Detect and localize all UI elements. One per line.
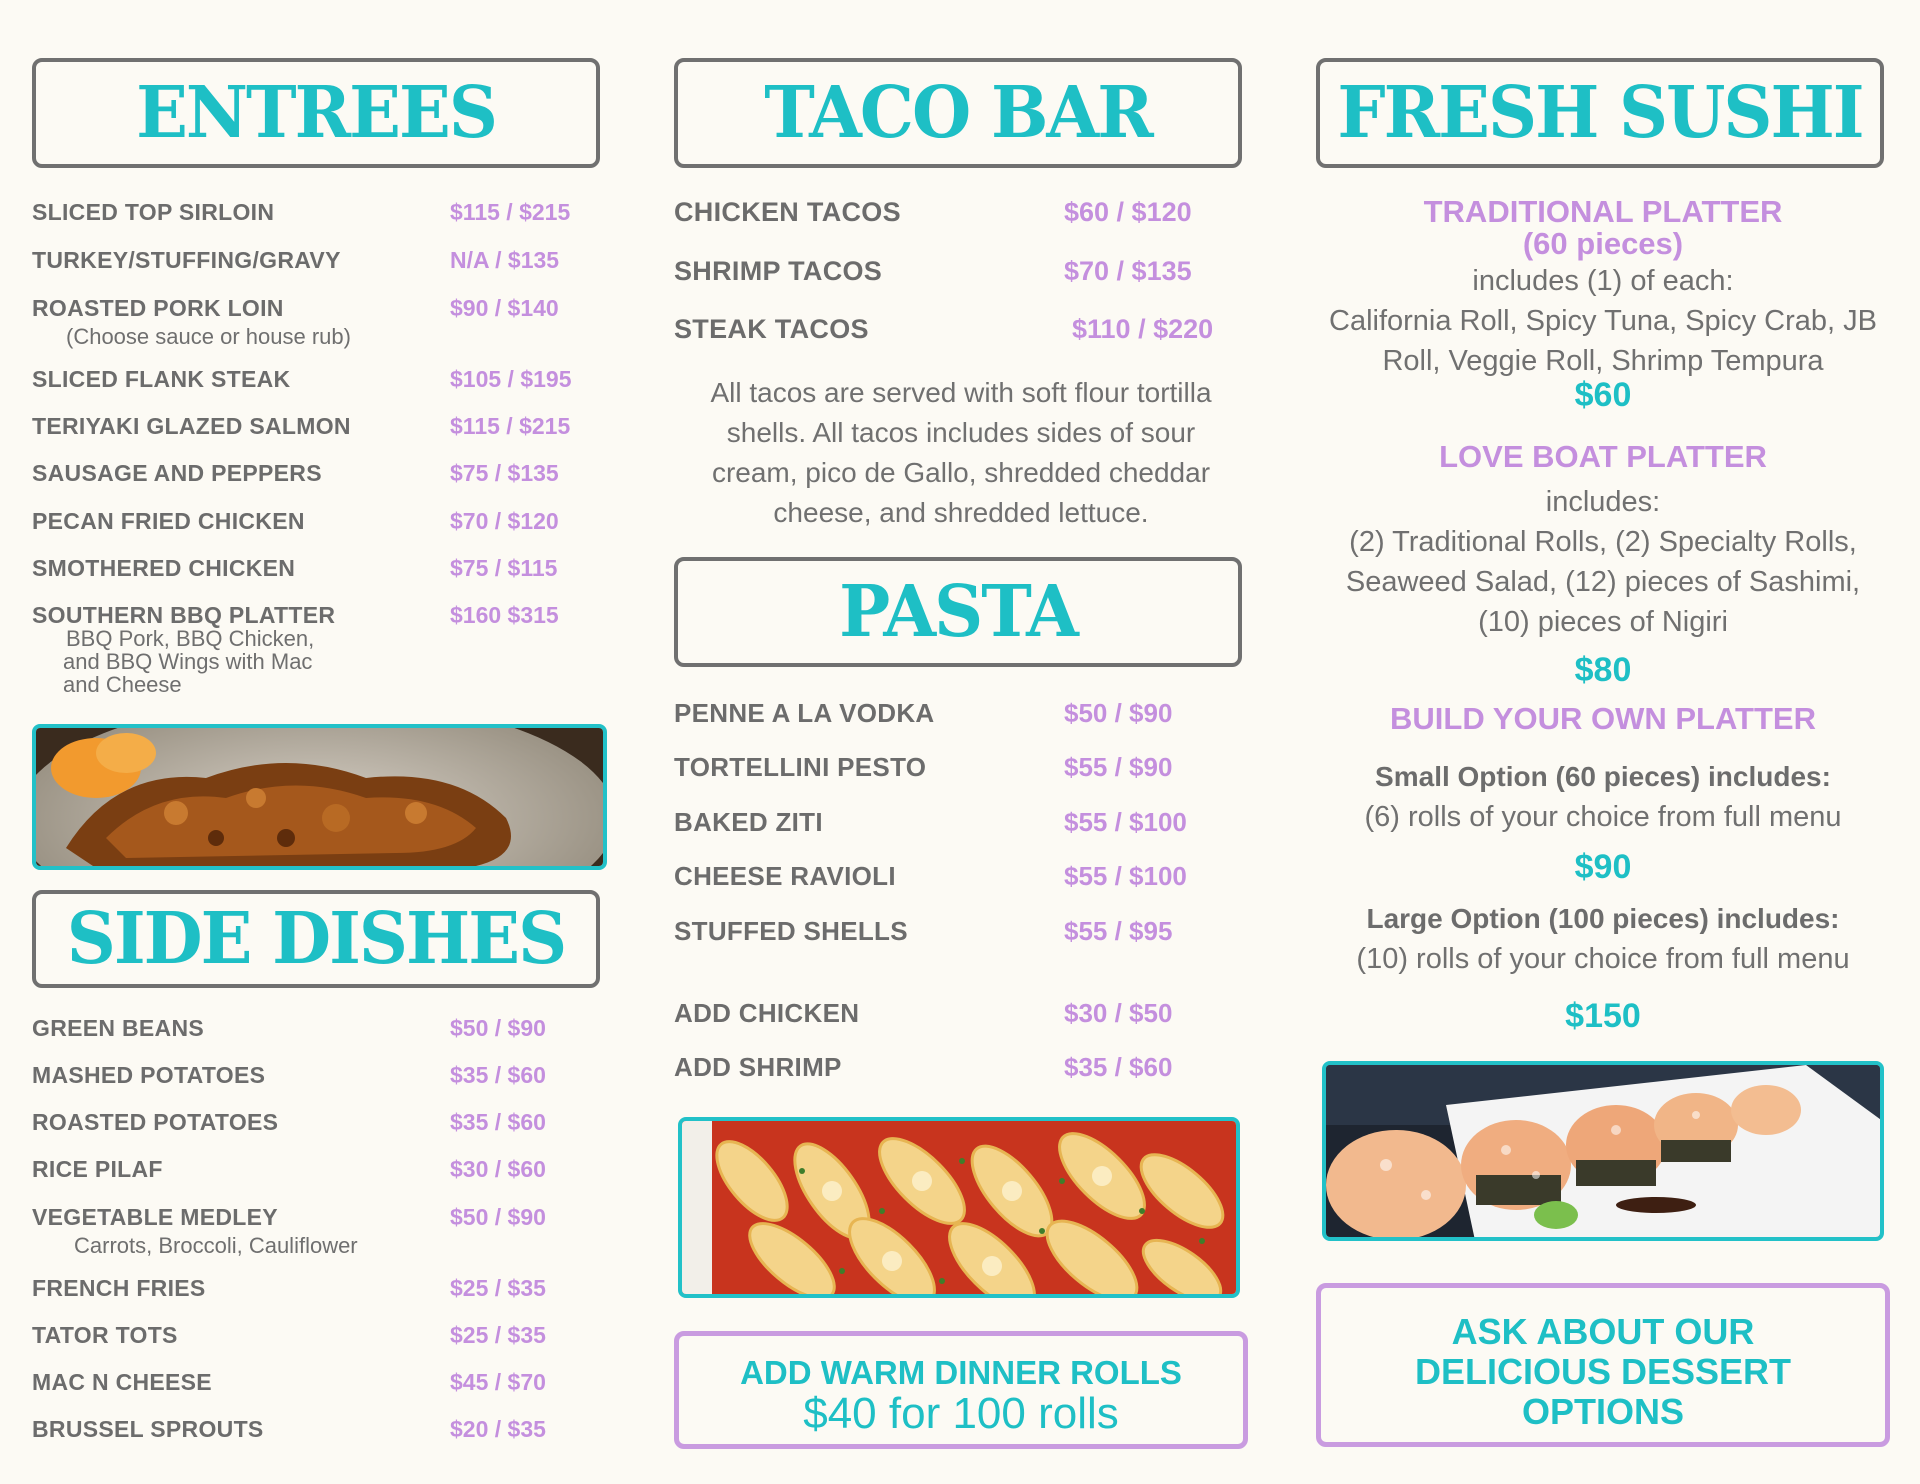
taco-bar-title: TACO BAR bbox=[764, 71, 1152, 155]
love-boat-line: includes: bbox=[1545, 486, 1661, 518]
side_dishes-item-name: FRENCH FRIES bbox=[32, 1275, 206, 1301]
pasta-item-name: STUFFED SHELLS bbox=[674, 916, 908, 946]
side_dishes-item-price: $50 / $90 bbox=[450, 1015, 546, 1041]
side_dishes-item-price: $45 / $70 bbox=[450, 1369, 546, 1395]
build-platter-title: BUILD YOUR OWN PLATTER bbox=[1390, 701, 1816, 736]
entrees-header bbox=[32, 58, 600, 168]
traditional-platter-desc bbox=[1316, 261, 1890, 381]
entrees-item-name: SLICED FLANK STEAK bbox=[32, 366, 291, 392]
large-option-heading: Large Option (100 pieces) includes: bbox=[1366, 903, 1840, 934]
love-boat-price: $80 bbox=[1574, 651, 1632, 689]
side_dishes-item-name: TATOR TOTS bbox=[32, 1322, 178, 1348]
small-option-price: $90 bbox=[1574, 848, 1632, 886]
entrees-title: ENTREES bbox=[136, 71, 496, 155]
entrees-item-subtitle: BBQ Pork, BBQ Chicken, bbox=[66, 626, 315, 651]
taco-note-line: cream, pico de Gallo, shredded cheddar bbox=[711, 457, 1211, 488]
dessert-text bbox=[1321, 1312, 1885, 1432]
entrees-item-name: PECAN FRIED CHICKEN bbox=[32, 508, 305, 534]
stuffed-shells-image bbox=[682, 1121, 1240, 1298]
sushi-column bbox=[1316, 0, 1890, 1484]
entrees-item-name: SMOTHERED CHICKEN bbox=[32, 555, 296, 581]
side_dishes-item-price: $50 / $90 bbox=[450, 1204, 546, 1230]
dessert-line: ASK ABOUT OUR bbox=[1451, 1311, 1755, 1352]
traditional-platter-name: TRADITIONAL PLATTER bbox=[1423, 194, 1783, 229]
small-option-heading: Small Option (60 pieces) includes: bbox=[1375, 761, 1831, 792]
taco_bar-item-price: $60 / $120 bbox=[1064, 197, 1192, 227]
taco_bar-item-price: $70 / $135 bbox=[1064, 256, 1192, 286]
dessert-line: OPTIONS bbox=[1521, 1391, 1685, 1432]
entrees-item-subtitle: (Choose sauce or house rub) bbox=[66, 324, 351, 349]
taco-bar-header bbox=[674, 58, 1242, 168]
side_dishes-item-price: $30 / $60 bbox=[450, 1156, 546, 1182]
side_dishes-item-name: GREEN BEANS bbox=[32, 1015, 204, 1041]
side_dishes-item-price: $25 / $35 bbox=[450, 1322, 546, 1348]
pasta-item-name: PENNE A LA VODKA bbox=[674, 698, 935, 728]
pasta-item-name: TORTELLINI PESTO bbox=[674, 752, 927, 782]
traditional-platter-line: California Roll, Spicy Tuna, Spicy Crab, JB bbox=[1329, 305, 1877, 337]
love-boat-title: LOVE BOAT PLATTER bbox=[1439, 439, 1767, 474]
taco_bar-item-price: $110 / $220 bbox=[1072, 314, 1214, 344]
side_dishes-item-name: MASHED POTATOES bbox=[32, 1062, 266, 1088]
side_dishes-item-name: MAC N CHEESE bbox=[32, 1369, 212, 1395]
pasta-item-price: $50 / $90 bbox=[1064, 698, 1173, 728]
pasta-item-price: $55 / $100 bbox=[1064, 807, 1187, 837]
pasta-item-price: $55 / $90 bbox=[1064, 752, 1173, 782]
entrees-item-price: $115 / $215 bbox=[450, 199, 571, 225]
pasta-item-price: $55 / $100 bbox=[1064, 861, 1187, 891]
entrees-item-price: $75 / $135 bbox=[450, 460, 559, 486]
pasta-item-price: $55 / $95 bbox=[1064, 916, 1173, 946]
traditional-platter-title bbox=[1316, 196, 1890, 260]
love-boat-line: (2) Traditional Rolls, (2) Specialty Rolls, bbox=[1349, 526, 1857, 558]
taco-note-line: shells. All tacos includes sides of sour bbox=[726, 417, 1196, 448]
entrees-item-name: SLICED TOP SIRLOIN bbox=[32, 199, 275, 225]
side_dishes-item-name: ROASTED POTATOES bbox=[32, 1109, 279, 1135]
traditional-platter-line: includes (1) of each: bbox=[1472, 265, 1734, 297]
dinner-rolls-price: $40 for 100 rolls bbox=[803, 1389, 1119, 1438]
pasta-item-name: ADD CHICKEN bbox=[674, 998, 860, 1028]
large-option-desc: (10) rolls of your choice from full menu bbox=[1356, 943, 1850, 975]
taco-note-line: cheese, and shredded lettuce. bbox=[773, 497, 1149, 528]
taco-note-line: All tacos are served with soft flour tortilla bbox=[710, 377, 1212, 408]
entrees-item-name: SAUSAGE AND PEPPERS bbox=[32, 460, 322, 486]
entrees-item-name: TURKEY/STUFFING/GRAVY bbox=[32, 247, 341, 273]
side_dishes-item-price: $25 / $35 bbox=[450, 1275, 546, 1301]
side_dishes-item-name: BRUSSEL SPROUTS bbox=[32, 1416, 264, 1442]
pasta-item-name: BAKED ZITI bbox=[674, 807, 823, 837]
traditional-platter-price: $60 bbox=[1574, 376, 1632, 414]
entrees-item-price: $70 / $120 bbox=[450, 508, 559, 534]
side-dishes-header bbox=[32, 890, 600, 988]
sushi-photo bbox=[1322, 1061, 1884, 1241]
large-option-price: $150 bbox=[1565, 997, 1641, 1035]
side_dishes-item-name: VEGETABLE MEDLEY bbox=[32, 1204, 278, 1230]
entrees-column bbox=[32, 0, 606, 1484]
taco_bar-item-name: CHICKEN TACOS bbox=[674, 197, 901, 227]
entrees-item-subtitle: and Cheese bbox=[63, 672, 182, 697]
taco_bar-item-name: SHRIMP TACOS bbox=[674, 256, 883, 286]
side_dishes-item-price: $35 / $60 bbox=[450, 1109, 546, 1135]
fried-chicken-image bbox=[36, 728, 607, 870]
pasta-item-name: ADD SHRIMP bbox=[674, 1052, 842, 1082]
entrees-item-name: SOUTHERN BBQ PLATTER bbox=[32, 602, 336, 628]
side_dishes-item-subtitle: Carrots, Broccoli, Cauliflower bbox=[74, 1233, 358, 1258]
entrees-item-price: $75 / $115 bbox=[450, 555, 558, 581]
sushi-rolls-image bbox=[1326, 1065, 1884, 1241]
entrees-item-price: N/A / $135 bbox=[450, 247, 560, 273]
pasta-item-name: CHEESE RAVIOLI bbox=[674, 861, 896, 891]
dessert-box bbox=[1316, 1283, 1890, 1447]
taco-pasta-column bbox=[674, 0, 1248, 1484]
love-boat-line: Seaweed Salad, (12) pieces of Sashimi, bbox=[1345, 566, 1861, 598]
traditional-platter-pieces: (60 pieces) bbox=[1522, 226, 1684, 261]
taco-note bbox=[674, 373, 1248, 533]
pasta-item-price: $30 / $50 bbox=[1064, 998, 1173, 1028]
entrees-item-name: ROASTED PORK LOIN bbox=[32, 295, 284, 321]
pasta-item-price: $35 / $60 bbox=[1064, 1052, 1173, 1082]
traditional-platter-line: Roll, Veggie Roll, Shrimp Tempura bbox=[1382, 345, 1824, 377]
dinner-rolls-title: ADD WARM DINNER ROLLS bbox=[740, 1354, 1182, 1391]
small-option-desc: (6) rolls of your choice from full menu bbox=[1364, 801, 1842, 833]
entrees-item-price: $105 / $195 bbox=[450, 366, 572, 392]
pasta-header bbox=[674, 557, 1242, 667]
fresh-sushi-header bbox=[1316, 58, 1884, 168]
love-boat-desc bbox=[1316, 482, 1890, 642]
fried-chicken-photo bbox=[32, 724, 607, 870]
entrees-item-price: $90 / $140 bbox=[450, 295, 559, 321]
side_dishes-item-price: $35 / $60 bbox=[450, 1062, 546, 1088]
dessert-line: DELICIOUS DESSERT bbox=[1414, 1351, 1792, 1392]
taco_bar-item-name: STEAK TACOS bbox=[674, 314, 869, 344]
side-dishes-title: SIDE DISHES bbox=[66, 897, 566, 981]
dinner-rolls-box bbox=[674, 1331, 1248, 1449]
fresh-sushi-title: FRESH SUSHI bbox=[1337, 71, 1863, 155]
side_dishes-item-price: $20 / $35 bbox=[450, 1416, 546, 1442]
entrees-item-price: $160 $315 bbox=[450, 602, 559, 628]
stuffed-shells-photo bbox=[678, 1117, 1240, 1298]
love-boat-line: (10) pieces of Nigiri bbox=[1478, 606, 1728, 638]
pasta-title: PASTA bbox=[839, 570, 1077, 654]
entrees-item-name: TERIYAKI GLAZED SALMON bbox=[32, 413, 351, 439]
entrees-item-subtitle: and BBQ Wings with Mac bbox=[63, 649, 313, 674]
entrees-item-price: $115 / $215 bbox=[450, 413, 571, 439]
side_dishes-item-name: RICE PILAF bbox=[32, 1156, 163, 1182]
